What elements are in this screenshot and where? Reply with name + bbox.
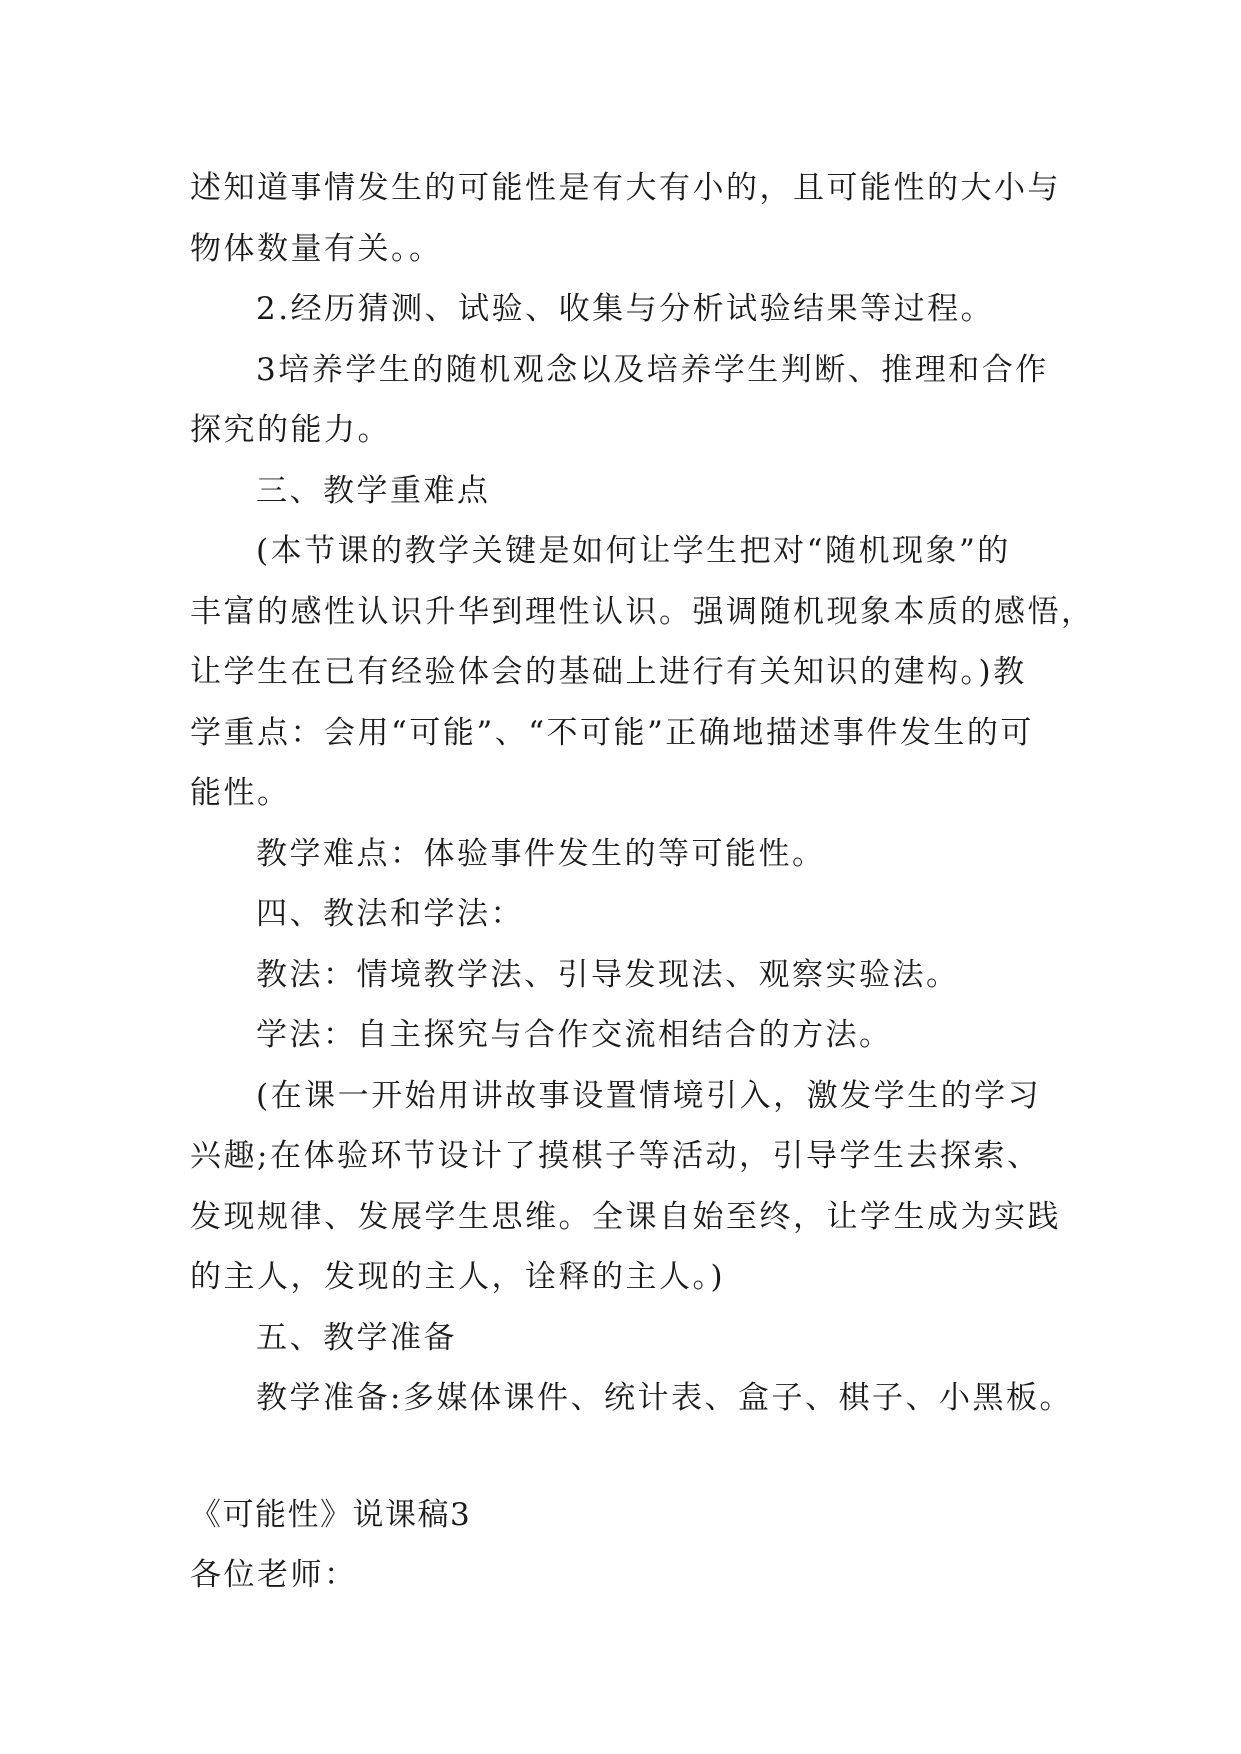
paragraph-line: 让学生在已有经验体会的基础上进行有关知识的建构。)教	[190, 654, 1027, 690]
greeting-line: 各位老师：	[190, 1557, 358, 1593]
next-document-title: 《可能性》说课稿3	[190, 1496, 472, 1533]
paragraph-line: (本节课的教学关键是如何让学生把对“随机现象”的	[256, 533, 1011, 569]
paragraph-line: 发现规律、发展学生思维。全课自始至终，让学生成为实践	[190, 1198, 1061, 1235]
paragraph-line: 述知道事情发生的可能性是有大有小的，且可能性的大小与	[190, 170, 1061, 206]
paragraph-line: 物体数量有关。。	[190, 230, 443, 267]
paragraph-line: 探究的能力。	[190, 412, 391, 448]
paragraph-line: 教学难点：体验事件发生的等可能性。	[256, 835, 826, 872]
section-heading: 五、教学准备	[256, 1319, 457, 1356]
document-body	[190, 158, 1095, 1606]
paragraph-line: 兴趣;在体验环节设计了摸棋子等活动，引导学生去探索、	[190, 1138, 1041, 1174]
paragraph-line: 3培养学生的随机观念以及培养学生判断、推理和合作	[256, 351, 1049, 388]
paragraph-line: 学法：自主探究与合作交流相结合的方法。	[256, 1017, 893, 1053]
paragraph-line: 丰富的感性认识升华到理性认识。强调随机现象本质的感悟，	[190, 593, 1095, 630]
paragraph-line: (在课一开始用讲故事设置情境引入，激发学生的学习	[256, 1077, 1042, 1114]
paragraph-line: 教法：情境教学法、引导发现法、观察实验法。	[256, 956, 960, 993]
paragraph-line: 能性。	[190, 775, 291, 811]
paragraph-line: 学重点：会用“可能”、“不可能”正确地描述事件发生的可	[190, 714, 1034, 751]
paragraph-line: 的主人，发现的主人，诠释的主人。)	[190, 1259, 726, 1295]
section-heading: 三、教学重难点	[256, 472, 491, 509]
paragraph-line: 2.经历猜测、试验、收集与分析试验结果等过程。	[256, 291, 995, 327]
section-heading: 四、教法和学法：	[256, 896, 524, 932]
paragraph-line: 教学准备:多媒体课件、统计表、盒子、棋子、小黑板。	[256, 1380, 1073, 1416]
section-gap	[190, 1429, 1056, 1485]
